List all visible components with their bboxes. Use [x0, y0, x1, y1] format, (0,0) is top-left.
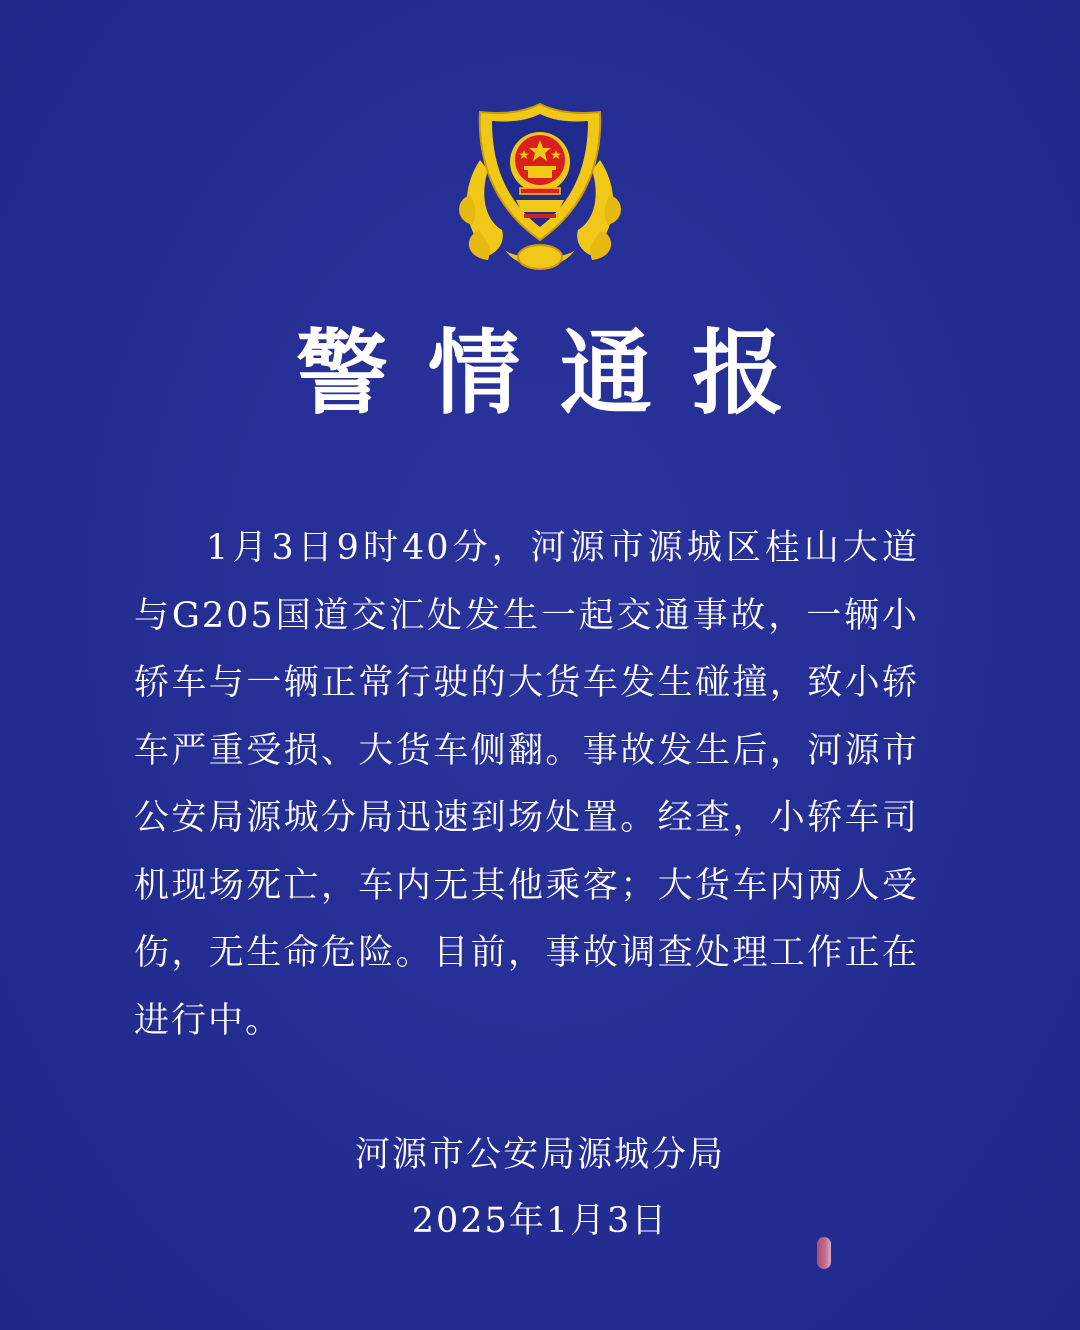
issuing-organization: 河源市公安局源城分局	[354, 1135, 725, 1175]
issue-date: 2025年1月3日	[411, 1201, 669, 1241]
notice-signature	[0, 1122, 1080, 1254]
notice-title: 警情通报	[295, 319, 824, 427]
corner-mark	[817, 1237, 831, 1269]
police-emblem-icon	[450, 100, 630, 275]
notice-body: 1月3日9时40分，河源市源城区桂山大道与G205国道交汇处发生一起交通事故，一辆小轿车与一辆正常行驶的大货车发生碰撞，致小轿车严重受损、大货车侧翻。事故发生后，河源市公安局源城分局迅速到场处置。经查，小轿车司机现场死亡，车内无其他乘客；大货车内两人受伤，无生命危险。目前，事故调查处理工作正在进行中。	[134, 528, 919, 1041]
